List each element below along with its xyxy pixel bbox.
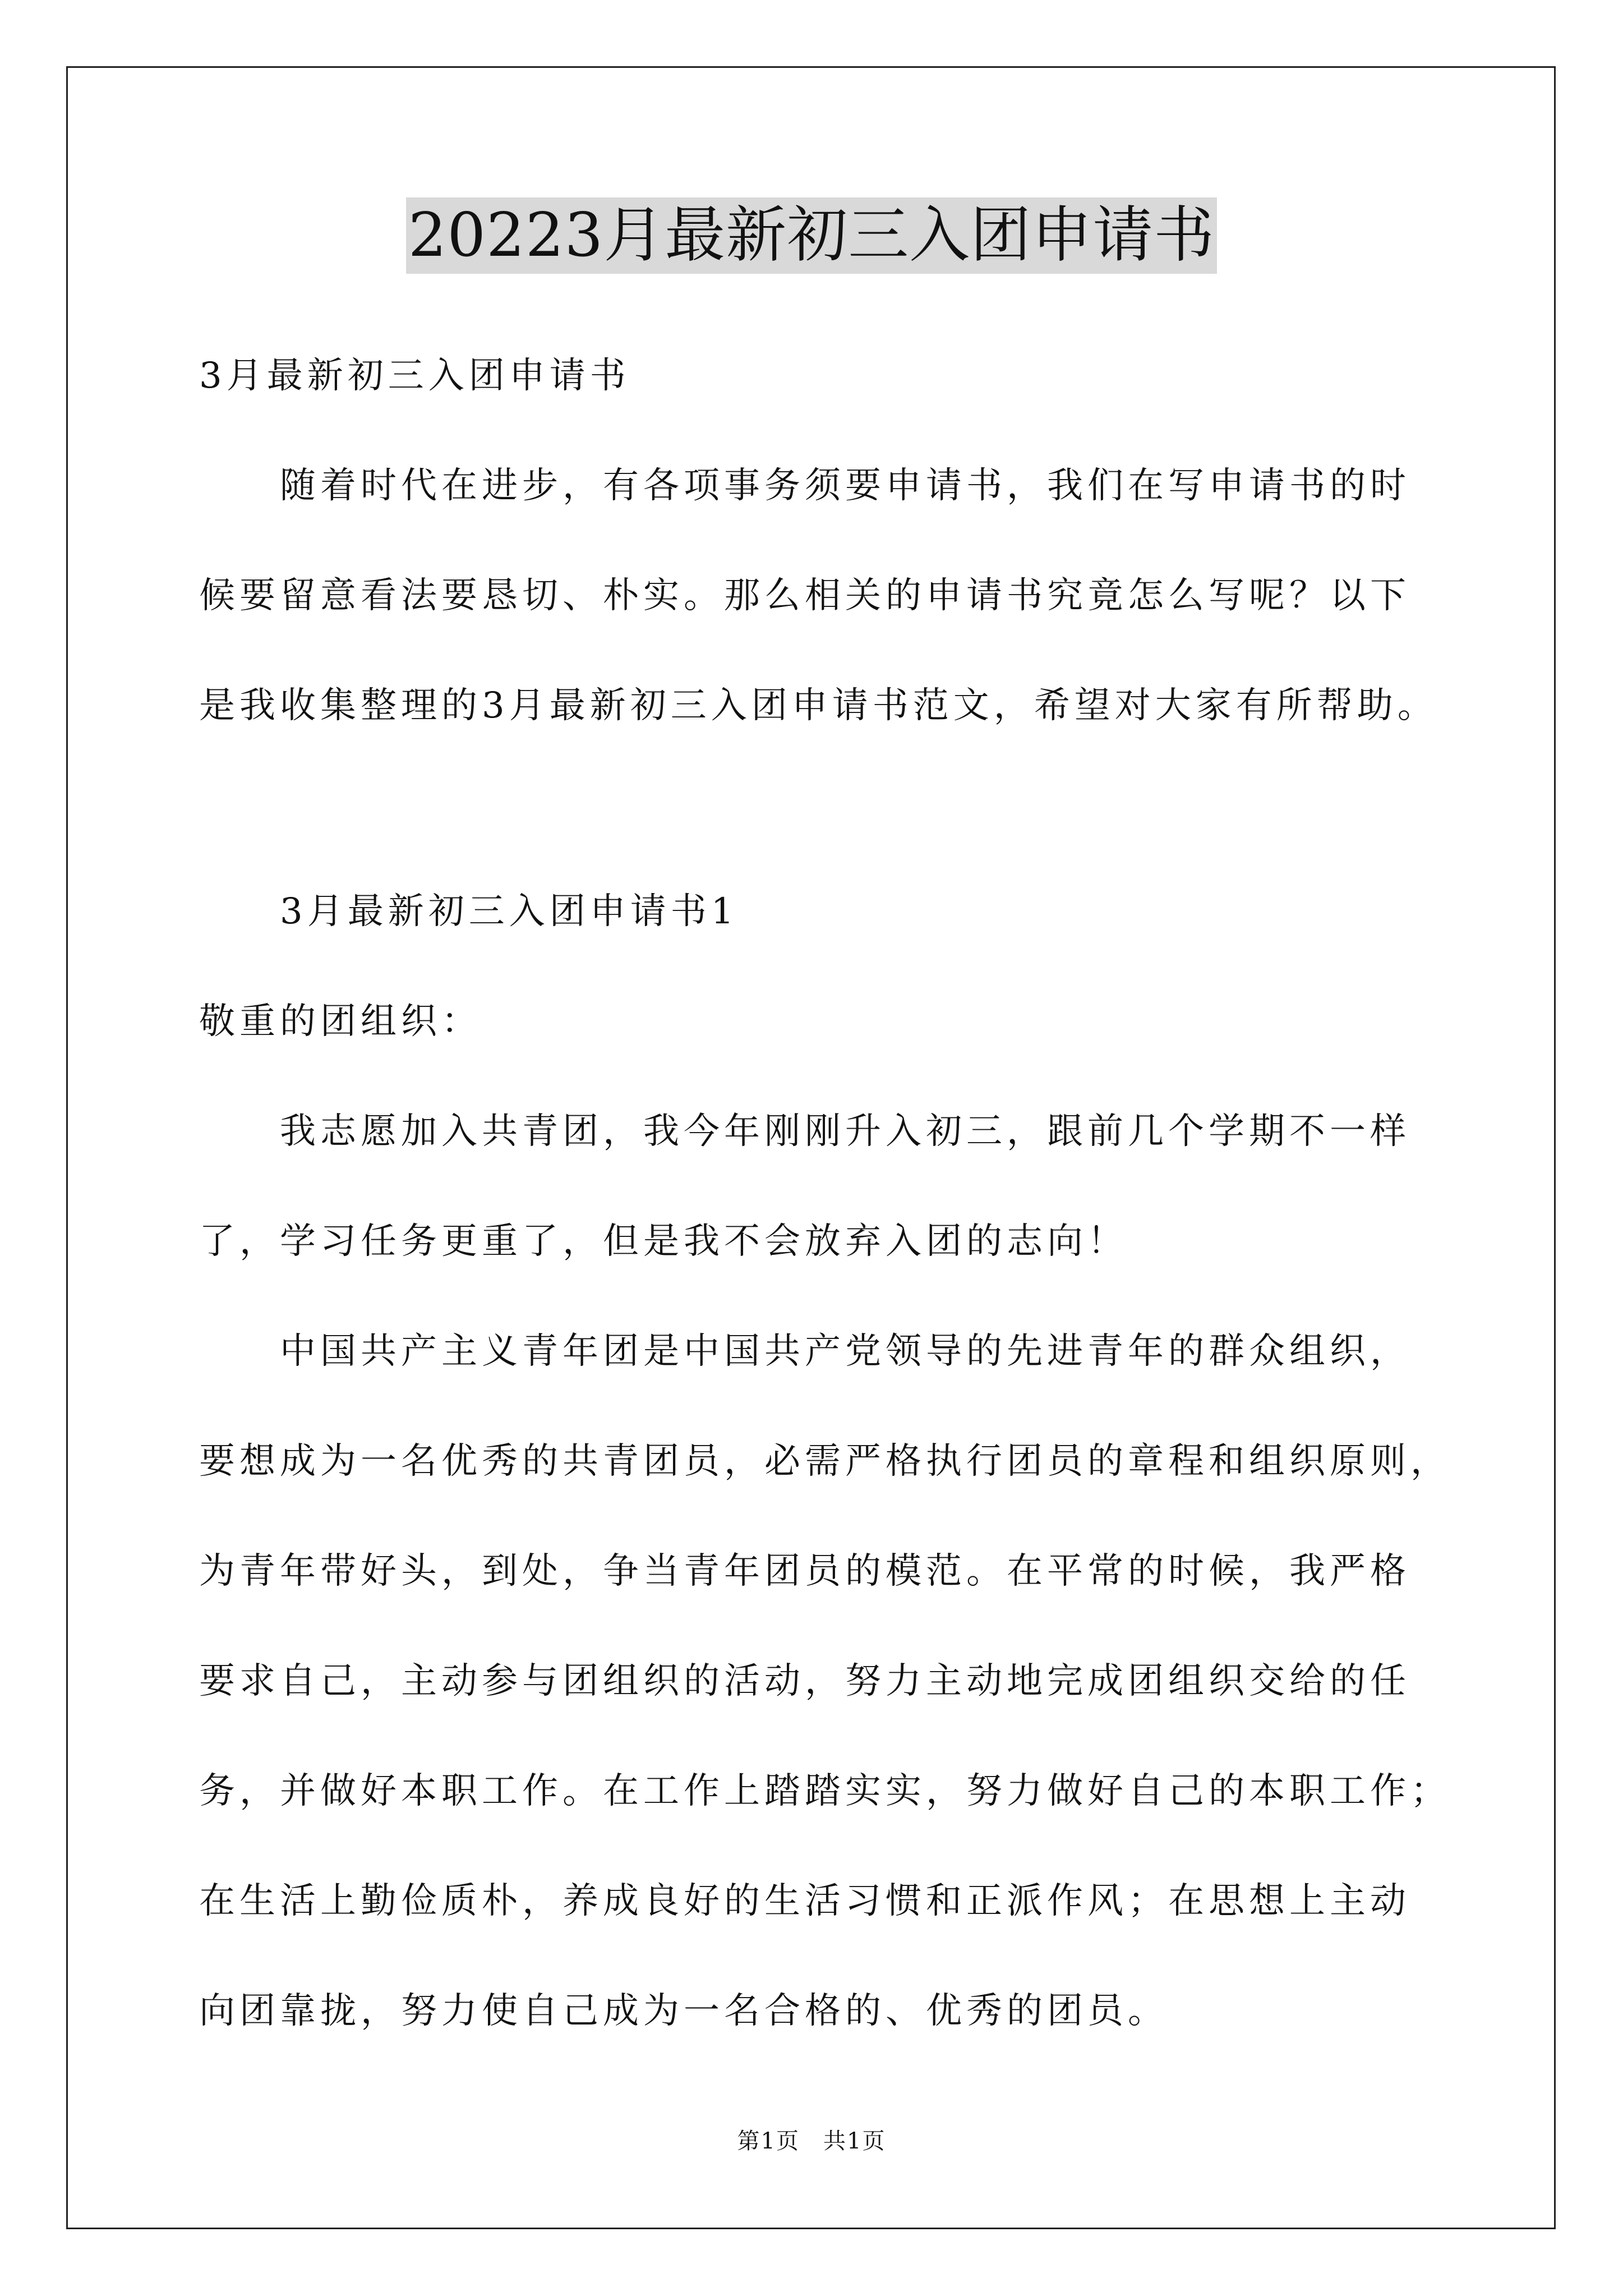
intro-line: 是我收集整理的3月最新初三入团申请书范文，希望对大家有所帮助。 [199,685,1438,726]
salutation: 敬重的团组织： [199,1001,482,1042]
paragraph-line: 要求自己，主动参与团组织的活动，努力主动地完成团组织交给的任 [199,1660,1410,1702]
paragraph-line: 我志愿加入共青团，我今年刚刚升入初三，跟前几个学期不一样 [280,1111,1410,1152]
intro-line: 随着时代在进步，有各项事务须要申请书，我们在写申请书的时 [280,465,1410,507]
paragraph-line: 为青年带好头，到处，争当青年团员的模范。在平常的时候，我严格 [199,1550,1410,1592]
paragraph-line: 要想成为一名优秀的共青团员，必需严格执行团员的章程和组织原则， [199,1441,1451,1482]
paragraph-line: 了，学习任务更重了，但是我不会放弃入团的志向！ [199,1221,1128,1262]
title-container [0,197,1623,274]
paragraph-line: 务，并做好本职工作。在工作上踏踏实实，努力做好自己的本职工作； [199,1770,1451,1812]
section-heading: 3月最新初三入团申请书1 [280,891,739,932]
document-title: 20223月最新初三入团申请书 [406,197,1218,274]
paragraph-line: 向团靠拢，努力使自己成为一名合格的、优秀的团员。 [199,1990,1168,2032]
page-number: 第1页 共1页 [737,2128,886,2154]
intro-line: 候要留意看法要恳切、朴实。那么相关的申请书究竟怎么写呢？以下 [199,575,1410,616]
document-subtitle: 3月最新初三入团申请书 [199,355,630,397]
paragraph-line: 中国共产主义青年团是中国共产党领导的先进青年的群众组织， [280,1331,1410,1372]
paragraph-line: 在生活上勤俭质朴，养成良好的生活习惯和正派作风；在思想上主动 [199,1880,1410,1922]
